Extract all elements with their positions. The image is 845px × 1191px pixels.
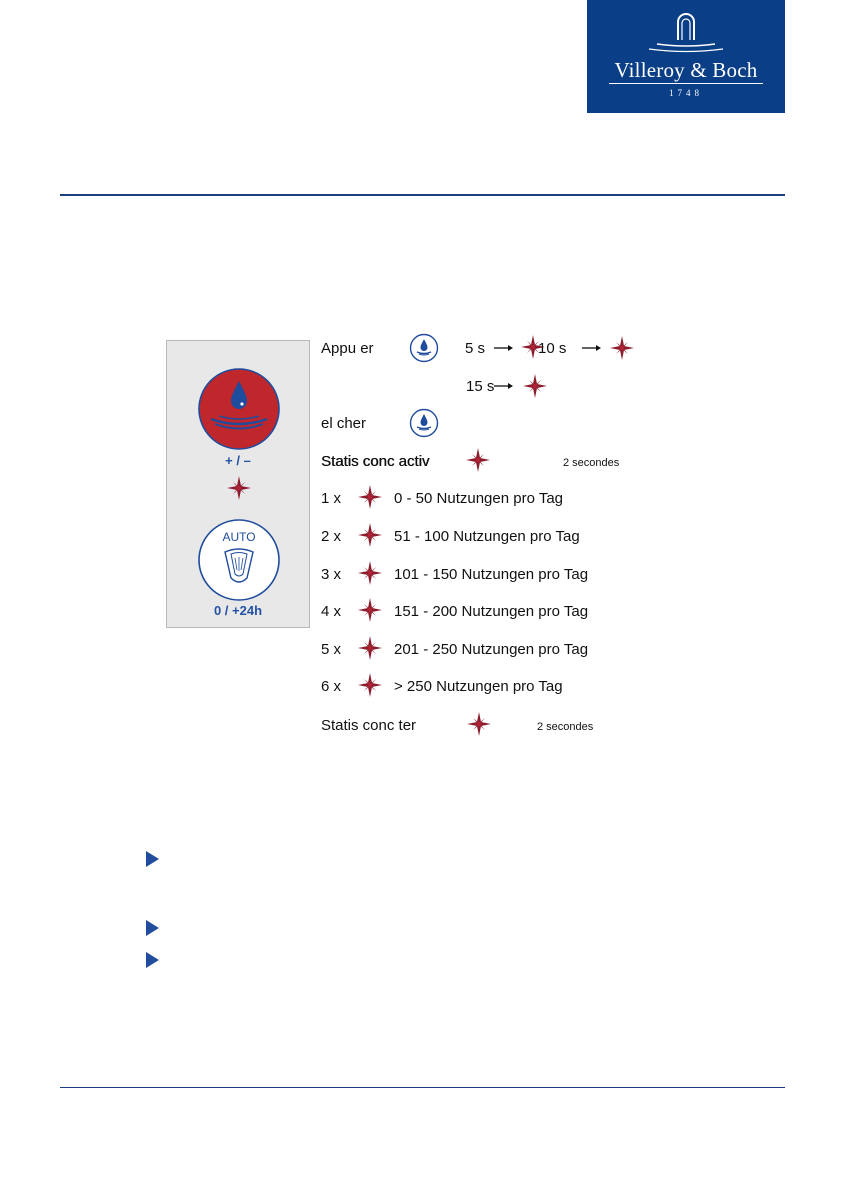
plus-minus-label: + / – [225,453,251,468]
control-panel [166,340,310,628]
triangle-bullet-icon [146,952,159,968]
row-count: 2 x [321,528,342,545]
stats-active-label: Statis conc activ [321,453,430,470]
red-led-star-icon [358,523,382,547]
time-10s: 10 s [538,340,567,357]
triangle-bullet-icon [146,920,159,936]
red-led-star-icon [358,561,382,585]
stats-end-duration: 2 secondes [537,721,594,733]
villeroy-boch-logo [587,0,785,113]
row-count: 4 x [321,603,342,620]
red-led-star-icon [358,485,382,509]
logo-brand: Villeroy & Boch [614,58,758,82]
row-range: 151 - 200 Nutzungen pro Tag [394,603,589,620]
time-5s: 5 s [465,340,486,357]
water-drop-button-icon [409,333,439,363]
press-label: Appu er [321,340,374,357]
stats-active-duration: 2 secondes [563,457,620,469]
logo-rule [609,83,763,84]
header-rule [60,194,785,196]
right-arrow-icon [494,343,514,353]
panel-led-star-icon [227,476,251,500]
red-led-star-icon [358,673,382,697]
timer-label: 0 / +24h [213,603,263,618]
row-count: 6 x [321,678,342,695]
right-arrow-icon [582,343,602,353]
row-count: 3 x [321,566,342,583]
red-led-star-icon [358,636,382,660]
row-range: 101 - 150 Nutzungen pro Tag [394,566,589,583]
footer-rule [60,1087,785,1088]
water-drop-button-icon [409,408,439,438]
row-range: 51 - 100 Nutzungen pro Tag [394,528,580,545]
time-15s: 15 s [466,378,495,395]
row-count: 5 x [321,641,342,658]
right-arrow-icon [494,381,514,391]
row-range: > 250 Nutzungen pro Tag [394,678,563,695]
red-led-star-icon [523,374,547,398]
flush-button-icon[interactable] [197,367,281,451]
red-led-star-icon [610,336,634,360]
row-range: 0 - 50 Nutzungen pro Tag [394,490,564,507]
release-label: el cher [321,415,367,432]
row-count: 1 x [321,490,342,507]
red-led-star-icon [466,448,490,472]
triangle-bullet-icon [146,851,159,867]
red-led-star-icon [358,598,382,622]
fountain-logo-icon [587,0,785,58]
row-range: 201 - 250 Nutzungen pro Tag [394,641,589,658]
red-led-star-icon [467,712,491,736]
logo-year: 1748 [669,88,703,98]
auto-label: AUTO [222,530,256,544]
stats-end-label: Statis conc ter [321,717,417,734]
